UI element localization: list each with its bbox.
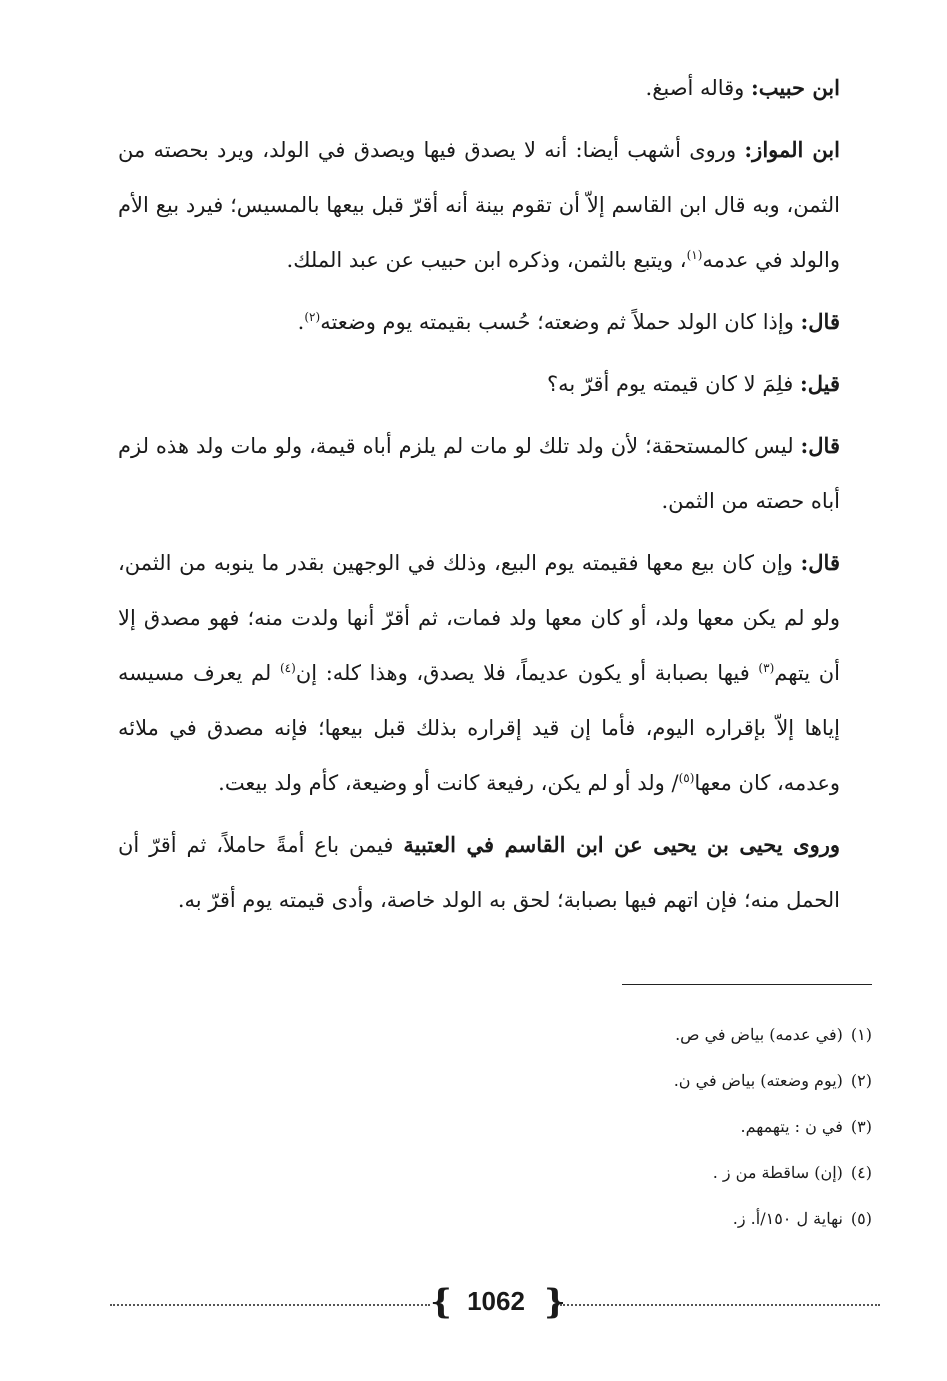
paragraph-lead: قال: — [800, 309, 840, 334]
footnote-marker: (٢) — [304, 310, 321, 324]
footnote — [420, 1150, 872, 1196]
footer-dotted-rule — [560, 1304, 880, 1306]
footer-dotted-rule — [110, 1304, 430, 1306]
paragraph-text: ليس كالمستحقة؛ لأن ولد تلك لو مات لم يلزم أباه قيمة، ولو مات ولد هذه لزم أباه حصته من الثمن. — [118, 434, 840, 513]
paragraph-text: وروى أشهب أيضا: أنه لا يصدق فيها ويصدق في الولد، ويرد بحصته من الثمن، وبه قال ابن القاسم إلاّ أن تقوم بينة أنه أقرّ قبل بيعها بالمسيس؛ فيرد بيع الأم والولد في عدمه — [118, 138, 840, 272]
footnote — [420, 1058, 872, 1104]
paragraph-lead: وروى يحيى بن يحيى عن ابن القاسم في العتبية — [403, 832, 840, 857]
paragraph-text: فيمن باع أمةً حاملاً، ثم أقرّ أن الحمل منه؛ فإن اتهم فيها بصبابة؛ لحق به الولد خاصة، وأدى قيمته يوم أقرّ به. — [118, 833, 840, 912]
footnote-text: (يوم وضعته) بياض في ن. — [673, 1071, 843, 1090]
paragraph-lead: قال: — [800, 550, 840, 575]
main-text — [118, 60, 840, 934]
footnote-number: (١) — [850, 1025, 872, 1044]
paragraph-text: فيها بصبابة أو يكون عديماً، فلا يصدق، وهذا كله: إن — [295, 661, 759, 685]
paragraph-lead: ابن المواز: — [744, 137, 840, 162]
footnote-text: (في عدمه) بياض في ص. — [675, 1025, 843, 1044]
paragraph-text: لم يعرف مسيسه إياها إلاّ بإقراره اليوم، فأما إن قيد إقراره بذلك قبل بيعها؛ فإنه مصدق في ملائه وعدمه، كان معها — [118, 661, 840, 795]
paragraph-lead: قال: — [800, 433, 840, 458]
footnotes — [420, 1012, 872, 1242]
footnote-text: (إن) ساقطة من ز . — [712, 1163, 843, 1182]
page-footer — [110, 1280, 880, 1330]
footnote-marker: (٥) — [678, 771, 695, 785]
paragraph-4 — [118, 356, 840, 412]
paragraph-1 — [118, 60, 840, 116]
footnote-number: (٣) — [850, 1117, 872, 1136]
footnote-marker: (١) — [686, 248, 703, 262]
paragraph-6 — [118, 535, 840, 811]
footnote-text: في ن : يتهمهم. — [740, 1117, 843, 1136]
paragraph-lead: ابن حبيب: — [750, 75, 840, 100]
footnote-number: (٢) — [850, 1071, 872, 1090]
paragraph-text: وإن كان بيع معها فقيمته يوم البيع، وذلك في الوجهين بقدر ما ينوبه من الثمن، ولو لم يكن معها ولد، أو كان معها ولد فمات، ثم أقرّ أنها ولدت منه؛ فهو مصدق إلا أن يتهم — [118, 551, 840, 685]
footnote-number: (٤) — [850, 1163, 872, 1182]
paragraph-text: ، ويتبع بالثمن، وذكره ابن حبيب عن عبد الملك. — [286, 248, 687, 272]
footnote — [420, 1012, 872, 1058]
paragraph-3 — [118, 294, 840, 350]
paragraph-lead: قيل: — [799, 371, 840, 396]
paragraph-text: وقاله أصبغ. — [645, 76, 751, 100]
paragraph-text: / ولد أو لم يكن، رفيعة كانت أو وضيعة، كأم ولد بيعت. — [218, 771, 679, 795]
footnote-marker: (٤) — [279, 661, 296, 675]
footnote-number: (٥) — [850, 1209, 872, 1228]
page-number-bracket: } — [544, 1282, 566, 1322]
paragraph-text: . — [297, 310, 305, 334]
paragraph-2 — [118, 122, 840, 288]
footnote-marker: (٣) — [758, 661, 775, 675]
page-number-bracket: { — [430, 1282, 452, 1322]
footnote-separator — [622, 984, 872, 985]
footnote-text: نهاية ل ١٥٠/أ. ز. — [732, 1209, 843, 1228]
page-number: 1062 — [467, 1286, 525, 1316]
footnote — [420, 1104, 872, 1150]
paragraph-7 — [118, 817, 840, 928]
paragraph-text: فلِمَ لا كان قيمته يوم أقرّ به؟ — [546, 372, 800, 396]
paragraph-5 — [118, 418, 840, 529]
footnote — [420, 1196, 872, 1242]
paragraph-text: وإذا كان الولد حملاً ثم وضعته؛ حُسب بقيمته يوم وضعته — [320, 310, 801, 334]
